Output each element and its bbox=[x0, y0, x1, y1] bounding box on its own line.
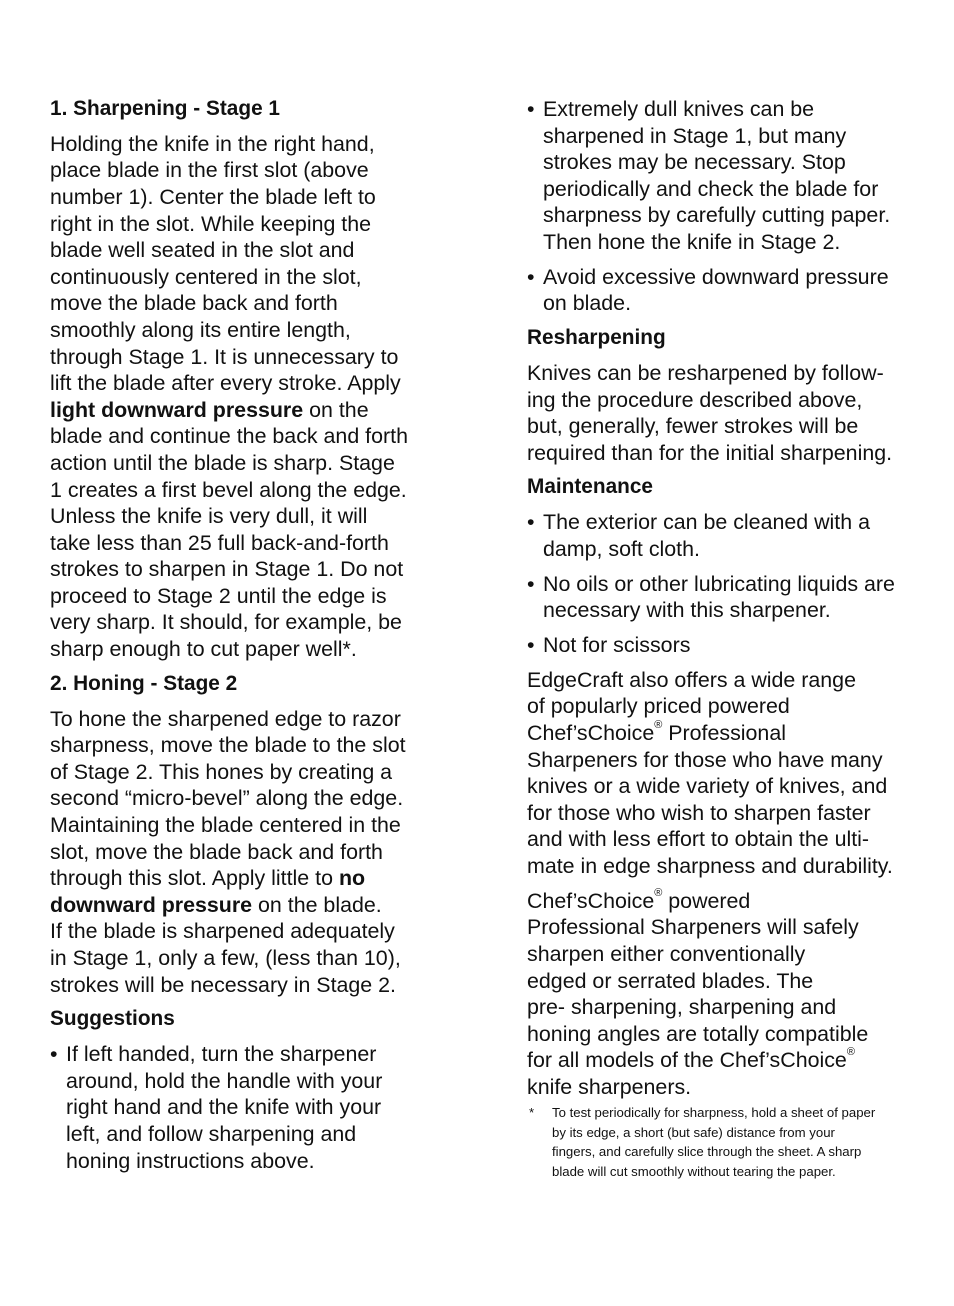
text-line: Extremely dull knives can be bbox=[543, 97, 815, 121]
text-line bbox=[50, 397, 430, 424]
text-span: for all models of the Chef’sChoice bbox=[527, 1048, 847, 1073]
text-line: second “micro-bevel” along the edge. bbox=[50, 786, 404, 811]
text-line: The exterior can be cleaned with a bbox=[543, 510, 870, 535]
text-line: periodically and check the blade for bbox=[543, 176, 879, 201]
text-line: necessary with this sharpener. bbox=[543, 598, 831, 623]
footnote-line: blade will cut smoothly without tearing the paper. bbox=[552, 1163, 836, 1179]
footnote-line: To test periodically for sharpness, hold a sheet of paper bbox=[552, 1105, 876, 1121]
section-heading: 1. Sharpening - Stage 1 bbox=[50, 97, 280, 120]
bullet-item bbox=[527, 264, 912, 317]
right-column bbox=[527, 96, 912, 1181]
text-line: Holding the knife in the right hand, bbox=[50, 131, 375, 156]
text-line: To hone the sharpened edge to razor bbox=[50, 706, 401, 731]
text-line: place blade in the first slot (above bbox=[50, 158, 369, 183]
bullet-mark: • bbox=[527, 633, 535, 657]
text-line: action until the blade is sharp. Stage bbox=[50, 450, 395, 475]
text-line: right in the slot. While keeping the bbox=[50, 211, 372, 236]
text-span: powered bbox=[662, 888, 751, 913]
section-heading: 2. Honing - Stage 2 bbox=[50, 671, 238, 695]
text-line: required than for the initial sharpening. bbox=[527, 440, 893, 465]
text-line: Maintaining the blade centered in the bbox=[50, 813, 401, 837]
paragraph-stage-2 bbox=[50, 706, 430, 999]
brand-name: Chef’sChoice bbox=[527, 888, 655, 913]
text-line: If left handed, turn the sharpener bbox=[66, 1042, 377, 1067]
text-line: left, and follow sharpening and bbox=[66, 1121, 357, 1146]
bullet-item bbox=[527, 96, 912, 256]
text-line: blade well seated in the slot and bbox=[50, 238, 355, 263]
text-line: in Stage 1, only a few, (less than 10), bbox=[50, 945, 401, 970]
text-line: Knives can be resharpened by follow- bbox=[527, 360, 884, 385]
text-line bbox=[527, 1047, 912, 1074]
text-line: around, hold the handle with your bbox=[66, 1068, 383, 1093]
text-line: Not for scissors bbox=[543, 633, 691, 657]
text-line: take less than 25 full back-and-forth bbox=[50, 530, 389, 555]
text-line: damp, soft cloth. bbox=[543, 536, 700, 561]
text-line: edged or serrated blades. The bbox=[527, 968, 814, 993]
text-line: honing angles are totally compatible bbox=[527, 1021, 869, 1046]
text-line: knife sharpeners. bbox=[527, 1074, 692, 1099]
text-line: of popularly priced powered bbox=[527, 694, 790, 719]
text-line: ing the procedure described above, bbox=[527, 387, 863, 412]
text-line: sharpened in Stage 1, but many bbox=[543, 123, 847, 148]
paragraph-powered-sharpeners bbox=[527, 888, 912, 1101]
text-line: EdgeCraft also offers a wide range bbox=[527, 667, 856, 692]
emphasis-text: downward pressure bbox=[50, 892, 253, 917]
text-line: knives or a wide variety of knives, and bbox=[527, 774, 888, 799]
section-suggestions bbox=[50, 1006, 430, 1174]
emphasis-text: no bbox=[338, 866, 366, 891]
text-line: through Stage 1. It is unnecessary to bbox=[50, 344, 399, 369]
bullet-item bbox=[527, 571, 912, 624]
text-line: honing instructions above. bbox=[66, 1148, 315, 1173]
section-resharpening bbox=[527, 325, 912, 466]
text-line: strokes to sharpen in Stage 1. Do not bbox=[50, 557, 404, 582]
text-span: on the blade. bbox=[252, 892, 382, 917]
registered-mark: ® bbox=[654, 886, 663, 899]
brand-name: Chef’sChoice bbox=[527, 720, 655, 745]
text-line: pre- sharpening, sharpening and bbox=[527, 995, 837, 1020]
text-line: on blade. bbox=[543, 291, 632, 316]
text-line bbox=[50, 865, 430, 892]
text-span: on the bbox=[303, 397, 369, 422]
text-line: 1 creates a first bevel along the edge. bbox=[50, 477, 407, 502]
left-column bbox=[50, 96, 430, 1174]
text-line: sharpen either conventionally bbox=[527, 941, 806, 966]
text-line: If the blade is sharpened adequately bbox=[50, 919, 395, 944]
bullet-mark: • bbox=[527, 264, 535, 289]
bullet-mark: • bbox=[527, 510, 535, 535]
text-line: move the blade back and forth bbox=[50, 291, 338, 316]
bullet-mark: • bbox=[527, 97, 535, 121]
text-line: sharpness by carefully cutting paper. bbox=[543, 203, 891, 228]
text-line: smoothly along its entire length, bbox=[50, 317, 351, 342]
footnote-mark: * bbox=[529, 1105, 535, 1121]
text-line: lift the blade after every stroke. Apply bbox=[50, 371, 401, 396]
section-heading: Suggestions bbox=[50, 1007, 175, 1031]
paragraph-stage-1 bbox=[50, 131, 430, 663]
text-line: but, generally, fewer strokes will be bbox=[527, 414, 859, 439]
text-line bbox=[50, 892, 430, 919]
bullet-item bbox=[50, 1041, 430, 1174]
emphasis-text: light downward pressure bbox=[50, 397, 304, 422]
text-line bbox=[527, 888, 912, 915]
text-line: No oils or other lubricating liquids are bbox=[543, 571, 895, 596]
text-line: and with less effort to obtain the ulti- bbox=[527, 827, 870, 852]
section-sharpening-stage-1 bbox=[50, 96, 430, 663]
text-line: sharpness, move the blade to the slot bbox=[50, 733, 406, 758]
text-line: blade and continue the back and forth bbox=[50, 424, 408, 449]
text-line: Sharpeners for those who have many bbox=[527, 747, 883, 772]
text-line: Professional Sharpeners will safely bbox=[527, 915, 859, 940]
text-line: slot, move the blade back and forth bbox=[50, 839, 383, 864]
text-line: very sharp. It should, for example, be bbox=[50, 610, 402, 635]
bullet-mark: • bbox=[527, 571, 535, 596]
footnote-line: fingers, and carefully slice through the sheet. A sharp bbox=[552, 1144, 862, 1160]
text-line: of Stage 2. This hones by creating a bbox=[50, 759, 393, 784]
registered-mark: ® bbox=[846, 1046, 855, 1059]
text-span: Professional bbox=[662, 720, 786, 745]
section-heading: Resharpening bbox=[527, 326, 666, 350]
text-line: Unless the knife is very dull, it will bbox=[50, 504, 368, 529]
text-line: continuously centered in the slot, bbox=[50, 264, 362, 289]
text-line: strokes may be necessary. Stop bbox=[543, 150, 846, 175]
section-honing-stage-2 bbox=[50, 671, 430, 998]
paragraph-edgecraft bbox=[527, 667, 912, 880]
bullet-mark: • bbox=[50, 1042, 58, 1067]
bullet-item bbox=[527, 632, 912, 659]
footnote bbox=[527, 1103, 912, 1181]
bullet-item bbox=[527, 509, 912, 562]
registered-mark: ® bbox=[654, 718, 663, 731]
text-line: right hand and the knife with your bbox=[66, 1095, 382, 1120]
text-line: Then hone the knife in Stage 2. bbox=[543, 229, 841, 254]
text-line: number 1). Center the blade left to bbox=[50, 184, 376, 209]
text-line: mate in edge sharpness and durability. bbox=[527, 853, 893, 878]
text-line: Avoid excessive downward pressure bbox=[543, 264, 889, 289]
section-heading: Maintenance bbox=[527, 475, 653, 499]
text-line: proceed to Stage 2 until the edge is bbox=[50, 583, 387, 608]
text-span: through this slot. Apply little to bbox=[50, 866, 339, 891]
text-line: for those who wish to sharpen faster bbox=[527, 800, 871, 825]
text-line bbox=[527, 720, 912, 747]
section-maintenance bbox=[527, 474, 912, 658]
text-line: strokes will be necessary in Stage 2. bbox=[50, 972, 396, 997]
footnote-line: by its edge, a short (but safe) distance from your bbox=[552, 1124, 835, 1140]
text-line: sharp enough to cut paper well*. bbox=[50, 637, 357, 662]
